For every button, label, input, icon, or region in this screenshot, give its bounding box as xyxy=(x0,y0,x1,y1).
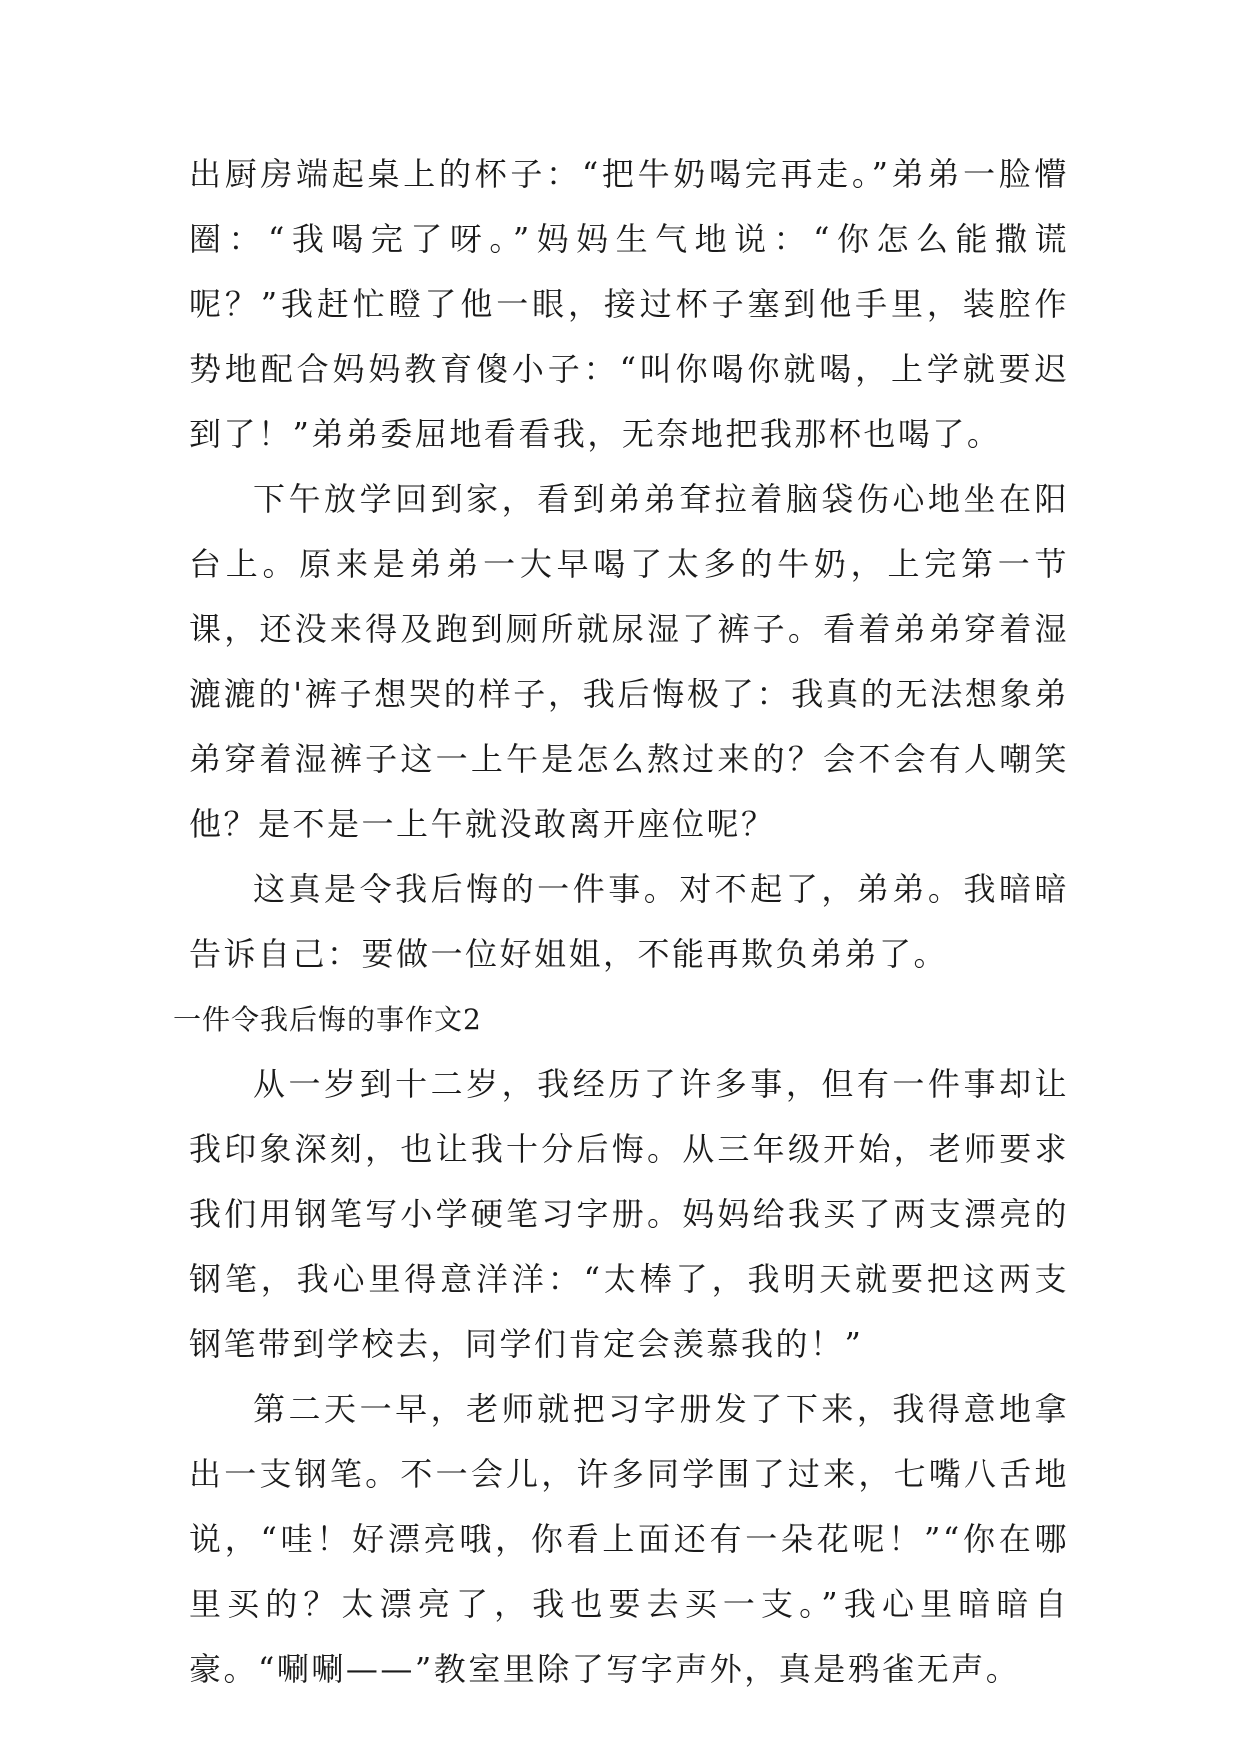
paragraph: 下午放学回到家，看到弟弟耷拉着脑袋伤心地坐在阳台上。原来是弟弟一大早喝了太多的牛奶，上完第一节课，还没来得及跑到厕所就尿湿了裤子。看着弟弟穿着湿漉漉的'裤子想哭的样子，我后悔极了：我真的无法想象弟弟穿着湿裤子这一上午是怎么熬过来的？会不会有人嘲笑他？是不是一上午就没敢离开座位呢？ xyxy=(189,480,1069,843)
paragraph-continued: 出厨房端起桌上的杯子：“把牛奶喝完再走。”弟弟一脸懵圈：“我喝完了呀。”妈妈生气地说：“你怎么能撒谎呢？”我赶忙瞪了他一眼，接过杯子塞到他手里，装腔作势地配合妈妈教育傻小子：“叫你喝你就喝，上学就要迟到了！”弟弟委屈地看看我，无奈地把我那杯也喝了。 xyxy=(189,155,1069,453)
paragraph: 第二天一早，老师就把习字册发了下来，我得意地拿出一支钢笔。不一会儿，许多同学围了过来，七嘴八舌地说，“哇！好漂亮哦，你看上面还有一朵花呢！”“你在哪里买的？太漂亮了，我也要去买一支。”我心里暗暗自豪。“唰唰——”教室里除了写字声外，真是鸦雀无声。 xyxy=(189,1390,1069,1688)
paragraph: 从一岁到十二岁，我经历了许多事，但有一件事却让我印象深刻，也让我十分后悔。从三年级开始，老师要求我们用钢笔写小学硬笔习字册。妈妈给我买了两支漂亮的钢笔，我心里得意洋洋：“太棒了，我明天就要把这两支钢笔带到学校去，同学们肯定会羡慕我的！” xyxy=(189,1065,1069,1363)
document-body xyxy=(173,142,1069,1702)
paragraph: 这真是令我后悔的一件事。对不起了，弟弟。我暗暗告诉自己：要做一位好姐姐，不能再欺负弟弟了。 xyxy=(189,870,1069,973)
section-heading: 一件令我后悔的事作文2 xyxy=(173,1003,482,1036)
